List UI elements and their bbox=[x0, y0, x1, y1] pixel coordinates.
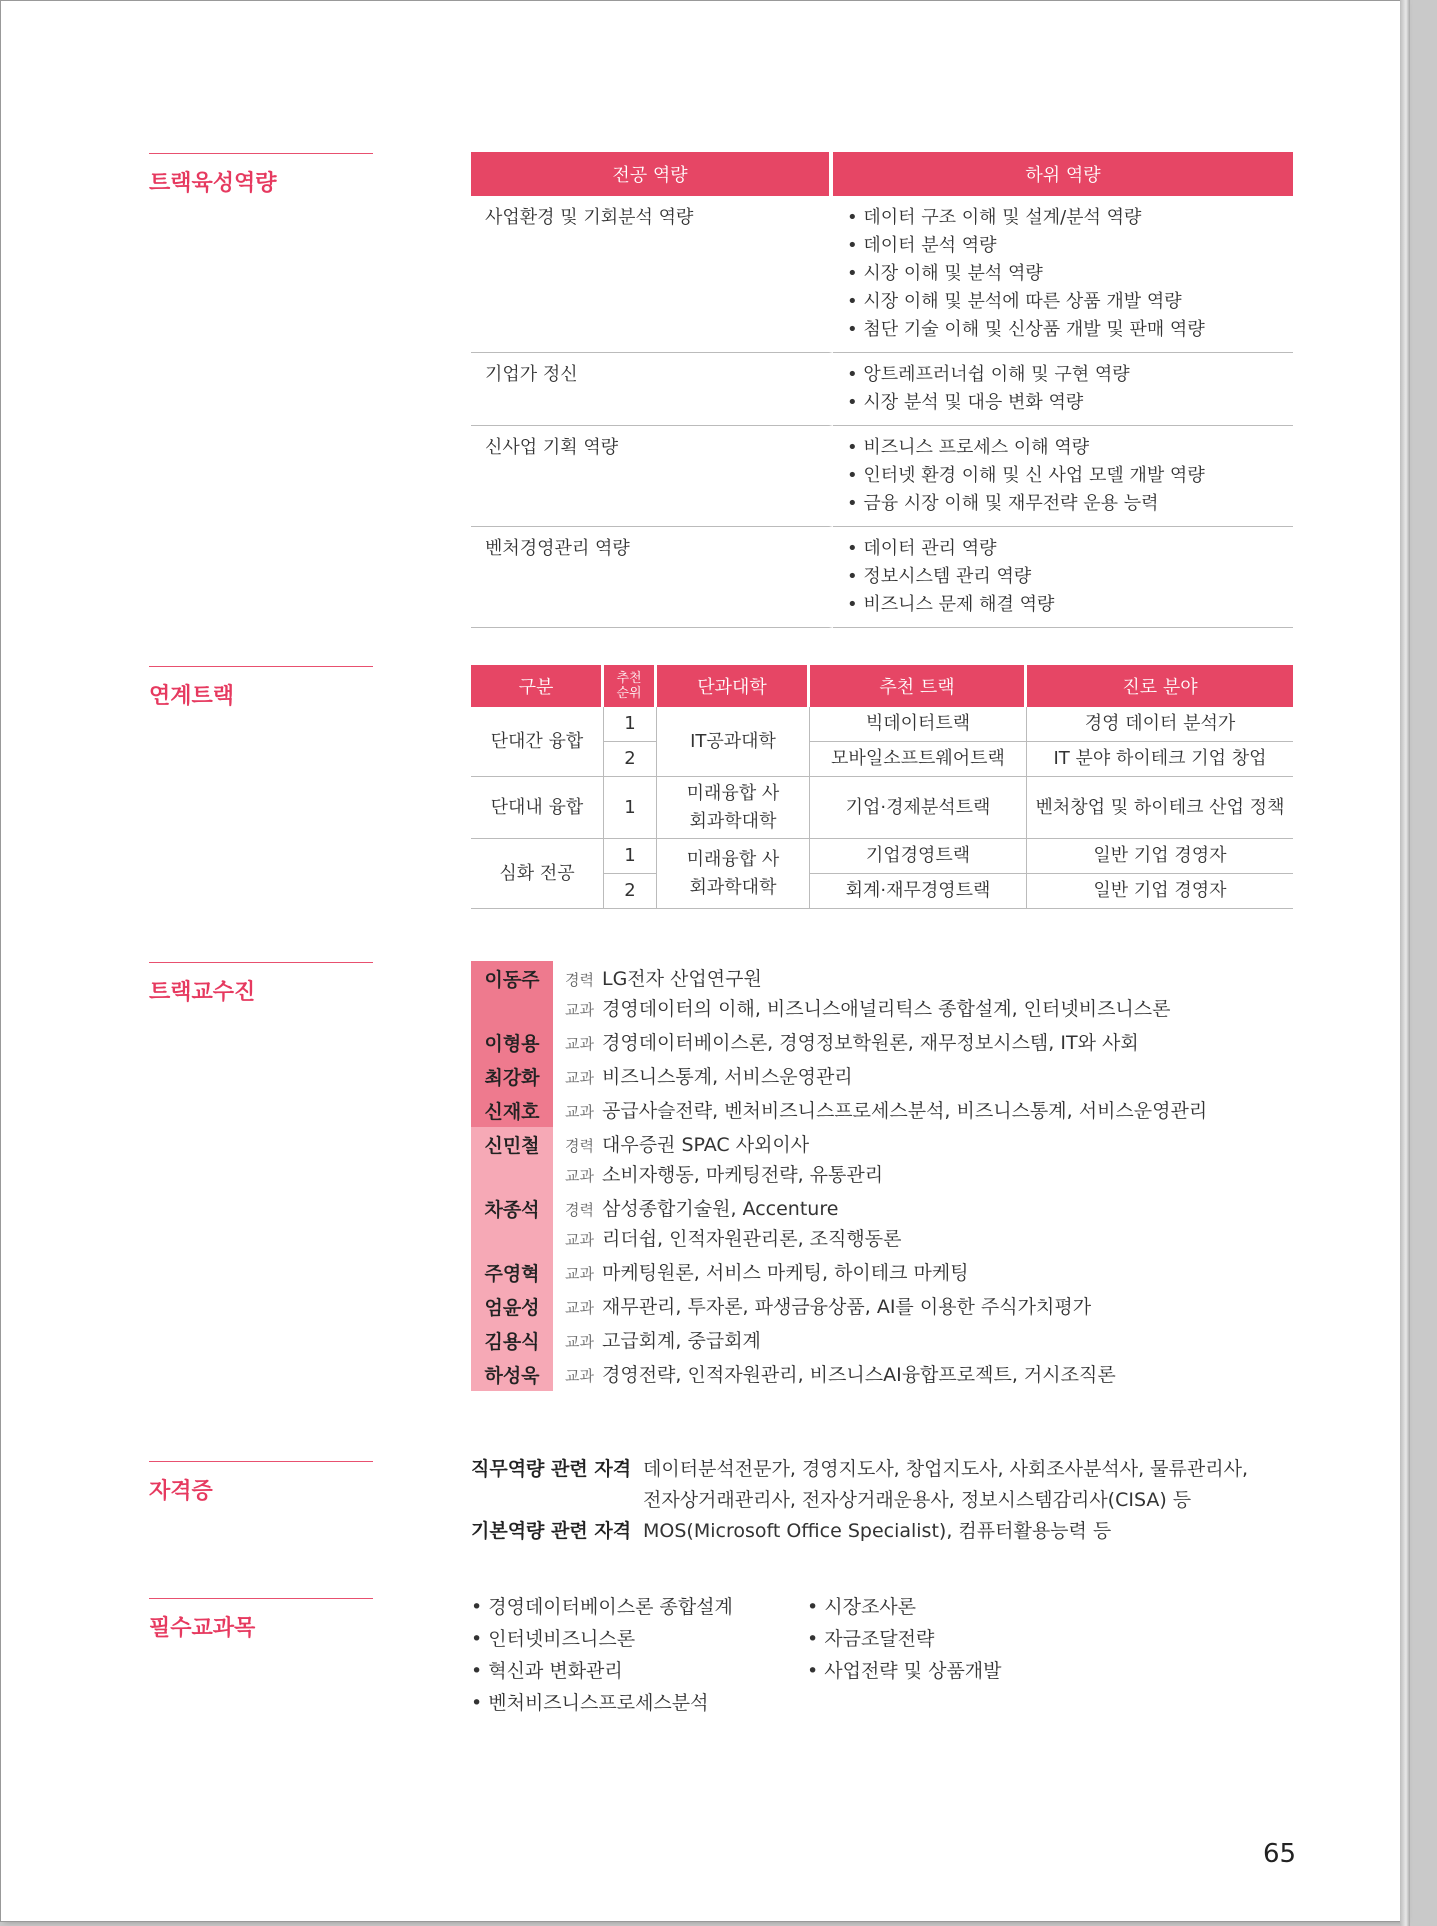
competency-sub-item: • 시장 이해 및 분석 역량 bbox=[847, 260, 1279, 288]
linked-header-track: 추천 트랙 bbox=[810, 665, 1027, 707]
competency-sub-item: • 첨단 기술 이해 및 신상품 개발 및 판매 역량 bbox=[847, 316, 1279, 344]
faculty-line-text: 고급회계, 중급회계 bbox=[601, 1330, 761, 1352]
linked-rank: 2 bbox=[604, 742, 657, 777]
linked-header-career: 진로 분야 bbox=[1027, 665, 1293, 707]
competency-sub-item: • 정보시스템 관리 역량 bbox=[847, 563, 1279, 591]
competency-row bbox=[471, 196, 1293, 353]
required-course-item: • 벤처비즈니스프로세스분석 bbox=[471, 1687, 733, 1719]
certificate-value bbox=[643, 1516, 1273, 1547]
faculty-line-text: 비즈니스통계, 서비스운영관리 bbox=[601, 1066, 853, 1088]
faculty-row bbox=[471, 1093, 1271, 1127]
faculty-line-tag: 교과 bbox=[565, 1001, 594, 1019]
faculty-row bbox=[471, 1289, 1271, 1323]
certificates-list bbox=[471, 1454, 1273, 1547]
competency-sub-item: • 비즈니스 프로세스 이해 역량 bbox=[847, 434, 1279, 462]
certificate-label: 직무역량 관련 자격 bbox=[471, 1458, 632, 1480]
page-curl-edge bbox=[1400, 0, 1410, 1926]
linked-track: 모바일소프트웨어트랙 bbox=[810, 742, 1027, 777]
linked-career: 일반 기업 경영자 bbox=[1027, 839, 1293, 874]
faculty-line bbox=[565, 965, 1171, 995]
competency-header-sub: 하위 역량 bbox=[833, 152, 1293, 196]
competency-sub-item: • 인터넷 환경 이해 및 신 사업 모델 개발 역량 bbox=[847, 462, 1279, 490]
faculty-line bbox=[565, 1097, 1207, 1127]
faculty-line-text: 경영데이터베이스론, 경영정보학원론, 재무정보시스템, IT와 사회 bbox=[601, 1032, 1139, 1054]
required-courses-left bbox=[471, 1591, 733, 1719]
competency-header-major: 전공 역량 bbox=[471, 152, 833, 196]
linked-header-college: 단과대학 bbox=[657, 665, 810, 707]
faculty-line bbox=[565, 1195, 901, 1225]
faculty-name: 김용식 bbox=[471, 1323, 553, 1357]
section-title-faculty: 트랙교수진 bbox=[149, 962, 373, 1006]
faculty-line-text: 경영전략, 인적자원관리, 비즈니스AI융합프로젝트, 거시조직론 bbox=[601, 1364, 1116, 1386]
linked-track: 빅데이터트랙 bbox=[810, 707, 1027, 742]
faculty-line bbox=[565, 1225, 901, 1255]
faculty-name: 엄윤성 bbox=[471, 1289, 553, 1323]
faculty-line-text: 삼성종합기술원, Accenture bbox=[601, 1198, 839, 1220]
certificate-label: 기본역량 관련 자격 bbox=[471, 1520, 632, 1542]
linked-category: 단대내 융합 bbox=[471, 777, 604, 839]
linked-rank: 1 bbox=[604, 777, 657, 839]
linked-header-rank-text: 추천 순위 bbox=[616, 671, 642, 701]
faculty-line-tag: 교과 bbox=[565, 1265, 594, 1283]
faculty-line-tag: 교과 bbox=[565, 1167, 594, 1185]
required-course-item: • 자금조달전략 bbox=[807, 1623, 1002, 1655]
faculty-details bbox=[553, 1255, 969, 1289]
certificate-value bbox=[643, 1454, 1273, 1516]
faculty-line-tag: 교과 bbox=[565, 1231, 594, 1249]
faculty-line bbox=[565, 1327, 761, 1357]
faculty-details bbox=[553, 1059, 853, 1093]
faculty-row bbox=[471, 1127, 1271, 1191]
competency-subs bbox=[833, 353, 1293, 426]
faculty-line-text: LG전자 산업연구원 bbox=[601, 968, 762, 990]
certificate-line: MOS(Microsoft Office Specialist), 컴퓨터활용능력 등 bbox=[643, 1520, 1112, 1542]
faculty-name: 신민철 bbox=[471, 1127, 553, 1191]
faculty-line bbox=[565, 1063, 853, 1093]
faculty-details bbox=[553, 961, 1171, 1025]
linked-track: 기업경영트랙 bbox=[810, 839, 1027, 874]
faculty-line-tag: 교과 bbox=[565, 1103, 594, 1121]
faculty-line-tag: 교과 bbox=[565, 1035, 594, 1053]
faculty-line-tag: 교과 bbox=[565, 1299, 594, 1317]
faculty-name: 이동주 bbox=[471, 961, 553, 1025]
faculty-line bbox=[565, 1293, 1091, 1323]
faculty-line bbox=[565, 1161, 883, 1191]
faculty-row bbox=[471, 1255, 1271, 1289]
linked-career: 일반 기업 경영자 bbox=[1027, 874, 1293, 909]
competency-sub-item: • 앙트레프러너쉽 이해 및 구현 역량 bbox=[847, 361, 1279, 389]
section-title-certificates: 자격증 bbox=[149, 1461, 373, 1505]
linked-row bbox=[471, 839, 1293, 874]
required-course-item: • 인터넷비즈니스론 bbox=[471, 1623, 733, 1655]
faculty-line-text: 공급사슬전략, 벤처비즈니스프로세스분석, 비즈니스통계, 서비스운영관리 bbox=[601, 1100, 1208, 1122]
linked-header-category: 구분 bbox=[471, 665, 604, 707]
competency-sub-item: • 데이터 관리 역량 bbox=[847, 535, 1279, 563]
faculty-line-tag: 교과 bbox=[565, 1367, 594, 1385]
faculty-line-tag: 경력 bbox=[565, 971, 594, 989]
competency-major: 기업가 정신 bbox=[471, 353, 833, 426]
certificate-row bbox=[471, 1454, 1273, 1516]
competency-subs bbox=[833, 196, 1293, 353]
linked-career: 경영 데이터 분석가 bbox=[1027, 707, 1293, 742]
faculty-line bbox=[565, 1131, 883, 1161]
certificate-row bbox=[471, 1516, 1273, 1547]
linked-category: 단대간 융합 bbox=[471, 707, 604, 777]
faculty-name: 차종석 bbox=[471, 1191, 553, 1255]
competency-sub-item: • 데이터 구조 이해 및 설계/분석 역량 bbox=[847, 204, 1279, 232]
faculty-name: 최강화 bbox=[471, 1059, 553, 1093]
competency-sub-item: • 금융 시장 이해 및 재무전략 운용 능력 bbox=[847, 490, 1279, 518]
required-course-item: • 사업전략 및 상품개발 bbox=[807, 1655, 1002, 1687]
faculty-line-tag: 교과 bbox=[565, 1069, 594, 1087]
linked-career: IT 분야 하이테크 기업 창업 bbox=[1027, 742, 1293, 777]
faculty-details bbox=[553, 1289, 1091, 1323]
faculty-name: 신재호 bbox=[471, 1093, 553, 1127]
required-course-item: • 혁신과 변화관리 bbox=[471, 1655, 733, 1687]
linked-row bbox=[471, 777, 1293, 839]
linked-track-table bbox=[471, 665, 1293, 909]
required-course-item: • 시장조사론 bbox=[807, 1591, 1002, 1623]
competency-subs bbox=[833, 426, 1293, 527]
competency-major: 신사업 기획 역량 bbox=[471, 426, 833, 527]
faculty-row bbox=[471, 1323, 1271, 1357]
faculty-line-text: 경영데이터의 이해, 비즈니스애널리틱스 종합설계, 인터넷비즈니스론 bbox=[601, 998, 1171, 1020]
faculty-details bbox=[553, 1093, 1207, 1127]
faculty-row bbox=[471, 1191, 1271, 1255]
faculty-name: 주영혁 bbox=[471, 1255, 553, 1289]
section-title-required-courses: 필수교과목 bbox=[149, 1598, 373, 1642]
linked-header-rank bbox=[604, 665, 657, 707]
competency-subs bbox=[833, 527, 1293, 628]
faculty-line-tag: 경력 bbox=[565, 1201, 594, 1219]
faculty-details bbox=[553, 1357, 1116, 1391]
linked-college: 미래융합 사회과학대학 bbox=[657, 777, 810, 839]
certificate-line: 데이터분석전문가, 경영지도사, 창업지도사, 사회조사분석사, 물류관리사, bbox=[643, 1458, 1248, 1480]
faculty-line-tag: 경력 bbox=[565, 1137, 594, 1155]
competency-sub-item: • 시장 이해 및 분석에 따른 상품 개발 역량 bbox=[847, 288, 1279, 316]
required-courses-right bbox=[807, 1591, 1002, 1687]
faculty-details bbox=[553, 1127, 883, 1191]
competency-row bbox=[471, 527, 1293, 628]
linked-career: 벤처창업 및 하이테크 산업 정책 bbox=[1027, 777, 1293, 839]
required-course-item: • 경영데이터베이스론 종합설계 bbox=[471, 1591, 733, 1623]
linked-rank: 1 bbox=[604, 839, 657, 874]
competency-sub-item: • 데이터 분석 역량 bbox=[847, 232, 1279, 260]
section-title-track-competency: 트랙육성역량 bbox=[149, 153, 373, 197]
faculty-line bbox=[565, 1361, 1116, 1391]
linked-track: 회계·재무경영트랙 bbox=[810, 874, 1027, 909]
faculty-details bbox=[553, 1323, 761, 1357]
faculty-line bbox=[565, 1259, 969, 1289]
faculty-details bbox=[553, 1025, 1139, 1059]
linked-rank: 2 bbox=[604, 874, 657, 909]
faculty-name: 이형용 bbox=[471, 1025, 553, 1059]
faculty-line-text: 리더쉽, 인적자원관리론, 조직행동론 bbox=[601, 1228, 902, 1250]
faculty-row bbox=[471, 1059, 1271, 1093]
faculty-line bbox=[565, 995, 1171, 1025]
faculty-line-text: 소비자행동, 마케팅전략, 유통관리 bbox=[601, 1164, 884, 1186]
competency-sub-item: • 시장 분석 및 대응 변화 역량 bbox=[847, 389, 1279, 417]
certificate-line: 전자상거래관리사, 전자상거래운용사, 정보시스템감리사(CISA) 등 bbox=[643, 1489, 1192, 1511]
linked-track: 기업·경제분석트랙 bbox=[810, 777, 1027, 839]
faculty-line-text: 대우증권 SPAC 사외이사 bbox=[601, 1134, 810, 1156]
faculty-line-text: 마케팅원론, 서비스 마케팅, 하이테크 마케팅 bbox=[601, 1262, 969, 1284]
faculty-line-tag: 교과 bbox=[565, 1333, 594, 1351]
competency-major: 벤처경영관리 역량 bbox=[471, 527, 833, 628]
faculty-line bbox=[565, 1029, 1139, 1059]
linked-category: 심화 전공 bbox=[471, 839, 604, 909]
page-number: 65 bbox=[1263, 1839, 1297, 1869]
linked-college: 미래융합 사회과학대학 bbox=[657, 839, 810, 909]
faculty-list bbox=[471, 961, 1271, 1391]
faculty-row bbox=[471, 1357, 1271, 1391]
faculty-row bbox=[471, 961, 1271, 1025]
competency-row bbox=[471, 426, 1293, 527]
competency-table bbox=[471, 152, 1293, 628]
competency-row bbox=[471, 353, 1293, 426]
faculty-row bbox=[471, 1025, 1271, 1059]
faculty-name: 하성욱 bbox=[471, 1357, 553, 1391]
competency-major: 사업환경 및 기회분석 역량 bbox=[471, 196, 833, 353]
linked-rank: 1 bbox=[604, 707, 657, 742]
faculty-line-text: 재무관리, 투자론, 파생금융상품, AI를 이용한 주식가치평가 bbox=[601, 1296, 1092, 1318]
competency-sub-item: • 비즈니스 문제 해결 역량 bbox=[847, 591, 1279, 619]
faculty-details bbox=[553, 1191, 901, 1255]
linked-row bbox=[471, 707, 1293, 742]
linked-college: IT공과대학 bbox=[657, 707, 810, 777]
section-title-linked-track: 연계트랙 bbox=[149, 666, 373, 710]
